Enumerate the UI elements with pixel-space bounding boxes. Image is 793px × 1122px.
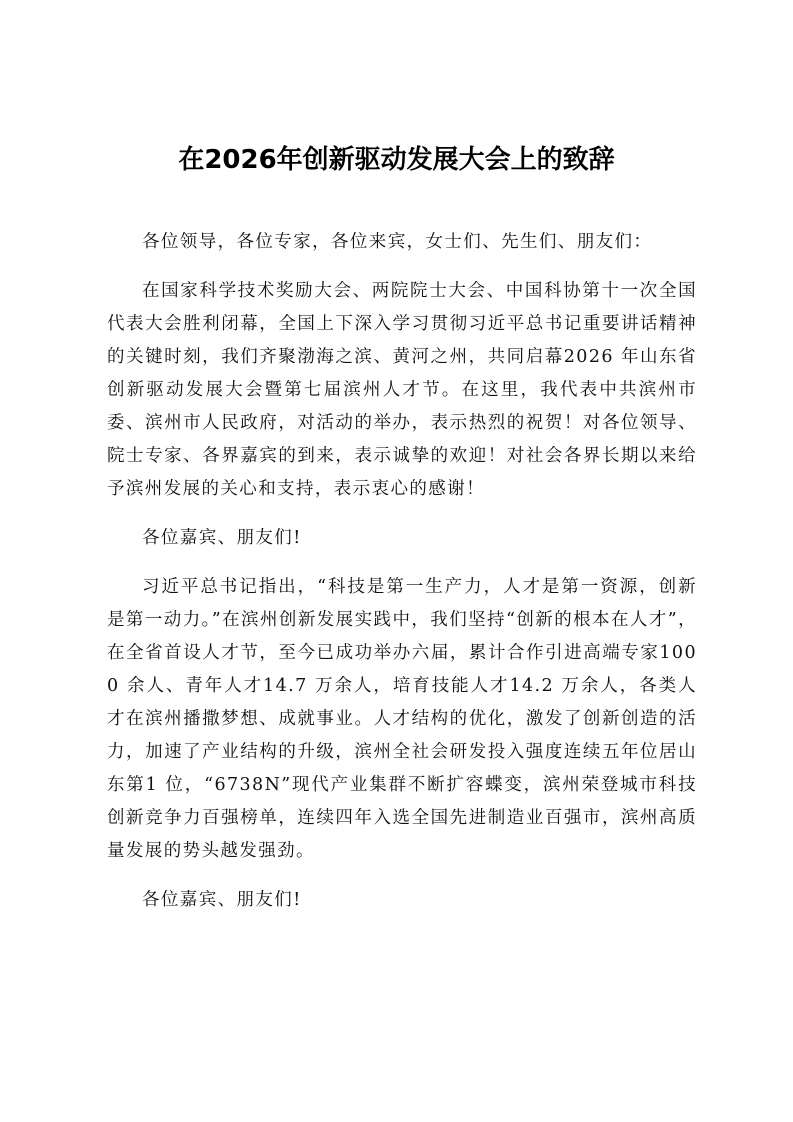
document-body	[107, 226, 697, 933]
document-title: 在2026年创新驱动发展大会上的致辞	[178, 145, 615, 175]
greeting-paragraph-2: 各位嘉宾、朋友们!	[142, 890, 302, 910]
salutation-paragraph: 各位领导，各位专家，各位来宾，女士们、先生们、朋友们：	[142, 232, 653, 252]
talent-paragraph: 习近平总书记指出，“科技是第一生产力，人才是第一资源，创新是第一动力。”在滨州创新发展实践中，我们坚持“创新的根本在人才”，在全省首设人才节，至今已成功举办六届，累计合作引进高端专家1000 余人、青年人才14.7 万余人，培育技能人才14.2 万余人，各类人才在滨州播撒梦想、成就事业。人才结构的优化，激发了创新创造的活力，加速了产业结构的升级，滨州全社会研发投入强度连续五年位居山东第1 位，“6738N”现代产业集群不断扩容蝶变，滨州荣登城市科技创新竞争力百强榜单，连续四年入选全国先进制造业百强市，滨州高质量发展的势头越发强劲。	[107, 577, 697, 861]
greeting-paragraph: 各位嘉宾、朋友们!	[142, 528, 302, 548]
opening-paragraph: 在国家科学技术奖励大会、两院院士大会、中国科协第十一次全国代表大会胜利闭幕，全国上下深入学习贯彻习近平总书记重要讲话精神的关键时刻，我们齐聚渤海之滨、黄河之州，共同启幕2026 年山东省创新驱动发展大会暨第七届滨州人才节。在这里，我代表中共滨州市委、滨州市人民政府，对活动的举办，表示热烈的祝贺！对各位领导、院士专家、各界嘉宾的到来，表示诚挚的欢迎！对社会各界长期以来给予滨州发展的关心和支持，表示衷心的感谢！	[107, 281, 697, 499]
